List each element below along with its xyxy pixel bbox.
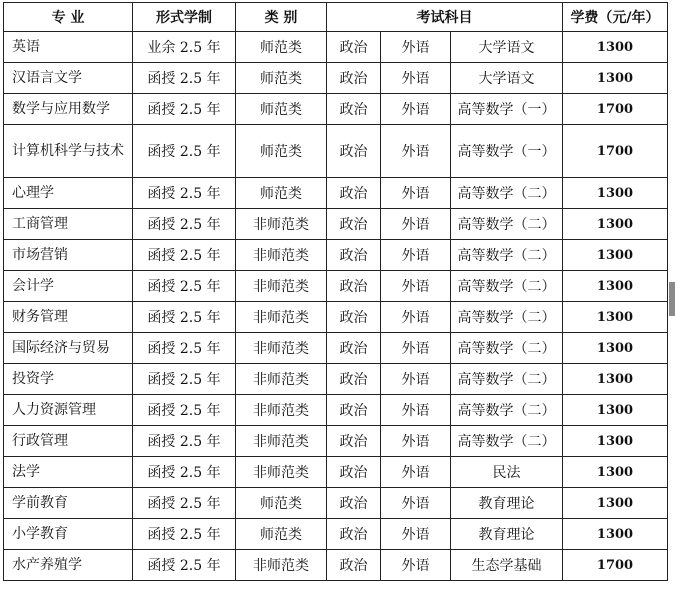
form-cell: 函授 2.5 年	[133, 364, 236, 395]
category-cell: 非师范类	[236, 364, 327, 395]
subject-politics-cell: 政治	[327, 457, 381, 488]
category-cell: 非师范类	[236, 333, 327, 364]
form-cell: 函授 2.5 年	[133, 302, 236, 333]
major-cell: 汉语言文学	[4, 63, 133, 94]
subject-specialty-cell: 高等数学（二）	[451, 271, 563, 302]
major-cell: 行政管理	[4, 426, 133, 457]
fee-cell: 1300	[563, 302, 668, 333]
subject-politics-cell: 政治	[327, 488, 381, 519]
subject-politics-cell: 政治	[327, 240, 381, 271]
table-row	[4, 178, 668, 209]
category-cell: 师范类	[236, 125, 327, 178]
category-cell: 非师范类	[236, 302, 327, 333]
table-row	[4, 63, 668, 94]
fee-cell: 1300	[563, 240, 668, 271]
fee-table-container	[3, 2, 668, 581]
category-cell: 非师范类	[236, 271, 327, 302]
form-cell: 函授 2.5 年	[133, 488, 236, 519]
major-cell: 计算机科学与技术	[4, 125, 133, 178]
major-cell: 数学与应用数学	[4, 94, 133, 125]
fee-cell: 1300	[563, 364, 668, 395]
fee-cell: 1300	[563, 178, 668, 209]
subject-language-cell: 外语	[381, 364, 451, 395]
table-row	[4, 94, 668, 125]
fee-cell: 1300	[563, 63, 668, 94]
subject-politics-cell: 政治	[327, 426, 381, 457]
table-body	[4, 32, 668, 581]
header-subjects: 考试科目	[327, 3, 563, 32]
subject-language-cell: 外语	[381, 178, 451, 209]
table-row	[4, 364, 668, 395]
fee-table	[3, 2, 668, 581]
subject-specialty-cell: 高等数学（二）	[451, 395, 563, 426]
table-row	[4, 395, 668, 426]
major-cell: 心理学	[4, 178, 133, 209]
subject-politics-cell: 政治	[327, 209, 381, 240]
subject-specialty-cell: 大学语文	[451, 63, 563, 94]
fee-cell: 1300	[563, 519, 668, 550]
fee-cell: 1300	[563, 209, 668, 240]
form-cell: 函授 2.5 年	[133, 395, 236, 426]
category-cell: 师范类	[236, 519, 327, 550]
subject-language-cell: 外语	[381, 550, 451, 581]
form-cell: 函授 2.5 年	[133, 125, 236, 178]
subject-politics-cell: 政治	[327, 364, 381, 395]
subject-politics-cell: 政治	[327, 178, 381, 209]
header-major: 专 业	[4, 3, 133, 32]
category-cell: 非师范类	[236, 209, 327, 240]
subject-politics-cell: 政治	[327, 125, 381, 178]
subject-specialty-cell: 高等数学（一）	[451, 125, 563, 178]
table-row	[4, 550, 668, 581]
table-row	[4, 302, 668, 333]
form-cell: 函授 2.5 年	[133, 63, 236, 94]
subject-specialty-cell: 生态学基础	[451, 550, 563, 581]
subject-politics-cell: 政治	[327, 32, 381, 63]
subject-language-cell: 外语	[381, 488, 451, 519]
form-cell: 函授 2.5 年	[133, 550, 236, 581]
major-cell: 水产养殖学	[4, 550, 133, 581]
subject-specialty-cell: 高等数学（二）	[451, 302, 563, 333]
header-category: 类 别	[236, 3, 327, 32]
fee-cell: 1700	[563, 125, 668, 178]
subject-specialty-cell: 高等数学（二）	[451, 333, 563, 364]
form-cell: 函授 2.5 年	[133, 240, 236, 271]
major-cell: 学前教育	[4, 488, 133, 519]
form-cell: 函授 2.5 年	[133, 519, 236, 550]
fee-cell: 1300	[563, 457, 668, 488]
subject-politics-cell: 政治	[327, 395, 381, 426]
table-row	[4, 426, 668, 457]
subject-language-cell: 外语	[381, 209, 451, 240]
table-row	[4, 125, 668, 178]
table-row	[4, 488, 668, 519]
subject-specialty-cell: 大学语文	[451, 32, 563, 63]
fee-cell: 1300	[563, 333, 668, 364]
subject-specialty-cell: 高等数学（二）	[451, 178, 563, 209]
category-cell: 非师范类	[236, 395, 327, 426]
subject-politics-cell: 政治	[327, 333, 381, 364]
subject-language-cell: 外语	[381, 457, 451, 488]
form-cell: 函授 2.5 年	[133, 426, 236, 457]
subject-politics-cell: 政治	[327, 63, 381, 94]
major-cell: 人力资源管理	[4, 395, 133, 426]
subject-language-cell: 外语	[381, 302, 451, 333]
form-cell: 函授 2.5 年	[133, 94, 236, 125]
category-cell: 非师范类	[236, 240, 327, 271]
major-cell: 英语	[4, 32, 133, 63]
table-row	[4, 457, 668, 488]
fee-cell: 1700	[563, 94, 668, 125]
form-cell: 函授 2.5 年	[133, 333, 236, 364]
subject-specialty-cell: 高等数学（二）	[451, 364, 563, 395]
major-cell: 会计学	[4, 271, 133, 302]
subject-specialty-cell: 高等数学（一）	[451, 94, 563, 125]
header-form: 形式学制	[133, 3, 236, 32]
category-cell: 师范类	[236, 94, 327, 125]
form-cell: 函授 2.5 年	[133, 457, 236, 488]
table-row	[4, 240, 668, 271]
category-cell: 师范类	[236, 63, 327, 94]
fee-cell: 1300	[563, 395, 668, 426]
fee-cell: 1300	[563, 32, 668, 63]
major-cell: 市场营销	[4, 240, 133, 271]
subject-language-cell: 外语	[381, 395, 451, 426]
subject-specialty-cell: 高等数学（二）	[451, 240, 563, 271]
major-cell: 财务管理	[4, 302, 133, 333]
subject-politics-cell: 政治	[327, 271, 381, 302]
table-row	[4, 519, 668, 550]
subject-language-cell: 外语	[381, 426, 451, 457]
fee-cell: 1700	[563, 550, 668, 581]
subject-specialty-cell: 教育理论	[451, 488, 563, 519]
fee-cell: 1300	[563, 488, 668, 519]
category-cell: 师范类	[236, 178, 327, 209]
major-cell: 工商管理	[4, 209, 133, 240]
subject-politics-cell: 政治	[327, 550, 381, 581]
subject-language-cell: 外语	[381, 240, 451, 271]
table-row	[4, 333, 668, 364]
header-row	[4, 3, 668, 32]
major-cell: 法学	[4, 457, 133, 488]
subject-language-cell: 外语	[381, 333, 451, 364]
subject-specialty-cell: 民法	[451, 457, 563, 488]
category-cell: 非师范类	[236, 457, 327, 488]
subject-language-cell: 外语	[381, 125, 451, 178]
subject-politics-cell: 政治	[327, 302, 381, 333]
form-cell: 函授 2.5 年	[133, 178, 236, 209]
table-row	[4, 32, 668, 63]
form-cell: 函授 2.5 年	[133, 271, 236, 302]
form-cell: 函授 2.5 年	[133, 209, 236, 240]
category-cell: 非师范类	[236, 426, 327, 457]
subject-language-cell: 外语	[381, 271, 451, 302]
subject-language-cell: 外语	[381, 94, 451, 125]
subject-politics-cell: 政治	[327, 94, 381, 125]
subject-language-cell: 外语	[381, 32, 451, 63]
subject-specialty-cell: 高等数学（二）	[451, 209, 563, 240]
subject-language-cell: 外语	[381, 519, 451, 550]
category-cell: 师范类	[236, 32, 327, 63]
subject-specialty-cell: 高等数学（二）	[451, 426, 563, 457]
form-cell: 业余 2.5 年	[133, 32, 236, 63]
table-row	[4, 209, 668, 240]
fee-cell: 1300	[563, 271, 668, 302]
scroll-marker	[669, 282, 675, 316]
subject-politics-cell: 政治	[327, 519, 381, 550]
major-cell: 国际经济与贸易	[4, 333, 133, 364]
category-cell: 非师范类	[236, 550, 327, 581]
subject-language-cell: 外语	[381, 63, 451, 94]
fee-cell: 1300	[563, 426, 668, 457]
header-fee: 学费（元/年）	[563, 3, 668, 32]
table-row	[4, 271, 668, 302]
major-cell: 小学教育	[4, 519, 133, 550]
major-cell: 投资学	[4, 364, 133, 395]
subject-specialty-cell: 教育理论	[451, 519, 563, 550]
category-cell: 师范类	[236, 488, 327, 519]
